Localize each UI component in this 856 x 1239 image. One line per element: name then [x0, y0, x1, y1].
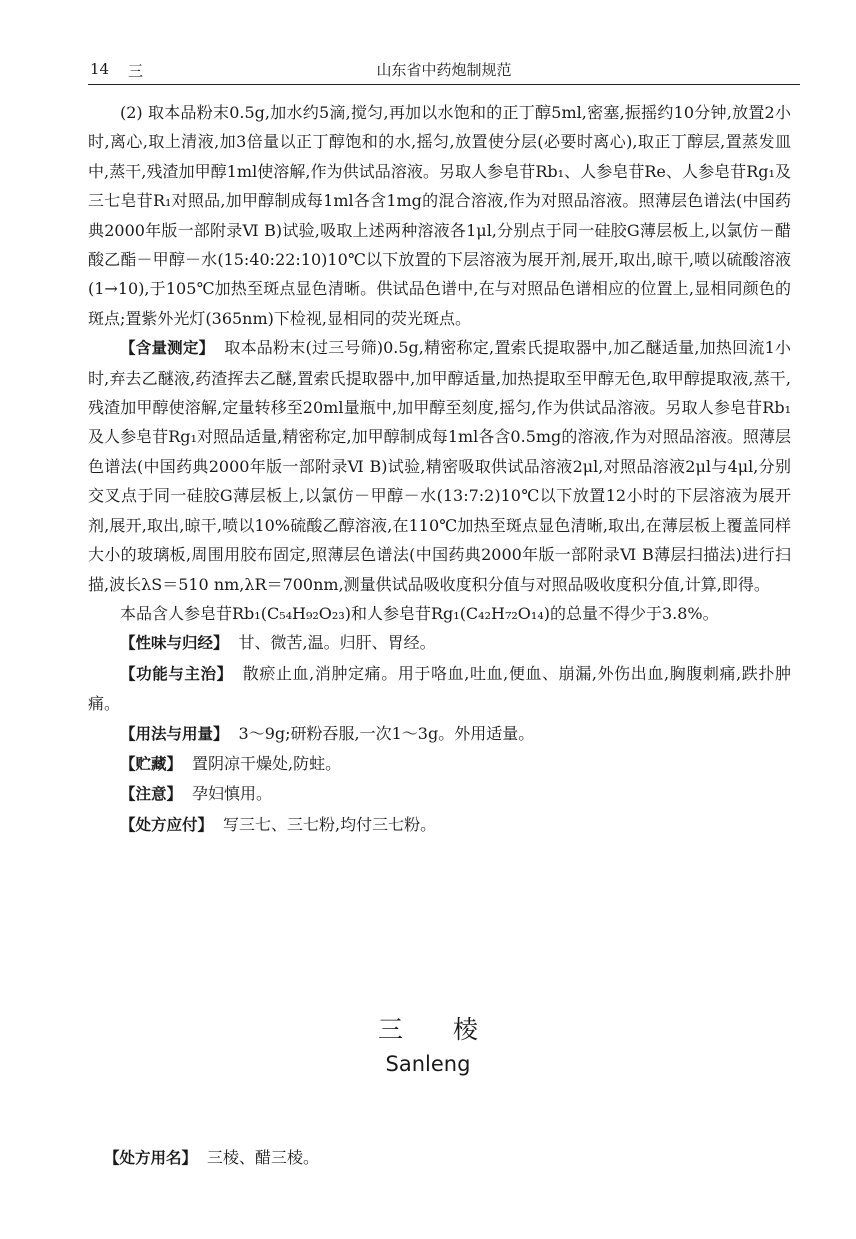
section-text: 散瘀止血,消肿定痛。用于咯血,吐血,便血、崩漏,外伤出血,胸腹刺痛,跌扑肿痛。	[88, 663, 791, 714]
section-mark: 三	[128, 62, 144, 80]
section-text: 写三七、三七粉,均付三七粉。	[223, 814, 437, 834]
book-title: 山东省中药炮制规范	[376, 61, 512, 79]
section-text: 3～9g;研粉吞服,一次1～3g。外用适量。	[238, 723, 535, 743]
page-header	[88, 56, 800, 85]
content-limit: 本品含人参皂苷Rb₁(C₅₄H₉₂O₂₃)和人参皂苷Rg₁(C₄₂H₇₂O₁₄)的总量不得少于3.8%。	[120, 603, 719, 623]
prescription-names	[104, 1145, 319, 1168]
prescription-names-text: 三棱、醋三棱。	[207, 1148, 320, 1167]
content-assay-text: 取本品粉末(过三号筛)0.5g,精密称定,置索氏提取器中,加乙醚适量,加热回流1小时,弃去乙醚液,药渣挥去乙醚,置索氏提取器中,加甲醇适量,加热提取至甲醇无色,取甲醇提取液,蒸干,残渣加甲醇使溶解,定量转移至20ml量瓶中,加甲醇至刻度,摇匀,作为供试品溶液。另取人参皂苷Rb₁及人参皂苷Rg₁对照品适量,精密称定,加甲醇制成每1ml各含0.5mg的溶液,作为对照品溶液。照薄层色谱法(中国药典2000年版一部附录Ⅵ B)试验,精密吸取供试品溶液2μl,对照品溶液2μl与4μl,分别交叉点于同一硅胶G薄层板上,以氯仿－甲醇－水(13:7:2)10℃以下放置12小时的下层溶液为展开剂,展开,取出,晾干,喷以10%硫酸乙醇溶液,在110℃加热至斑点显色清晰,取出,在薄层板上覆盖同样大小的玻璃板,周围用胶布固定,照薄层色谱法(中国药典2000年版一部附录Ⅵ B薄层扫描法)进行扫描,波长λS＝510 nm,λR＝700nm,测量供试品吸收度积分值与对照品吸收度积分值,计算,即得。	[88, 338, 791, 594]
section-function	[88, 659, 791, 719]
page-number: 14	[90, 60, 110, 78]
content-assay-paragraph	[88, 333, 791, 599]
section-storage	[88, 749, 791, 779]
section-nature	[88, 628, 791, 658]
section-usage	[88, 719, 791, 749]
section-label: 【注意】	[120, 785, 183, 804]
section-label: 【处方应付】	[120, 815, 214, 834]
section-dispensing	[88, 810, 791, 840]
section-label: 【性味与归经】	[120, 634, 229, 653]
section-label: 【用法与用量】	[120, 724, 229, 743]
section-label: 【功能与主治】	[120, 664, 233, 683]
identification-paragraph: (2) 取本品粉末0.5g,加水约5滴,搅匀,再加以水饱和的正丁醇5ml,密塞,振摇约10分钟,放置2小时,离心,取上清液,加3倍量以正丁醇饱和的水,摇匀,放置使分层(必要时离心),取正丁醇层,置蒸发皿中,蒸干,残渣加甲醇1ml使溶解,作为供试品溶液。另取人参皂苷Rb₁、人参皂苷Re、人参皂苷Rg₁及三七皂苷R₁对照品,加甲醇制成每1ml各含1mg的混合溶液,作为对照品溶液。照薄层色谱法(中国药典2000年版一部附录Ⅵ B)试验,吸取上述两种溶液各1μl,分别点于同一硅胶G薄层板上,以氯仿－醋酸乙酯－甲醇－水(15:40:22:10)10℃以下放置的下层溶液为展开剂,展开,取出,晾干,喷以硫酸溶液(1→10),于105℃加热至斑点显色清晰。供试品色谱中,在与对照品色谱相应的位置上,显相同颜色的斑点;置紫外光灯(365nm)下检视,显相同的荧光斑点。	[88, 103, 791, 328]
content-assay-label: 【含量测定】	[120, 339, 215, 358]
section-text: 甘、微苦,温。归肝、胃经。	[238, 633, 436, 653]
monograph-title: 三棱	[377, 1015, 528, 1044]
section-text: 置阴凉干燥处,防蛀。	[192, 753, 342, 773]
section-caution	[88, 779, 791, 809]
section-text: 孕妇慎用。	[192, 784, 273, 804]
section-label: 【贮藏】	[120, 754, 183, 773]
page-body	[88, 98, 791, 840]
prescription-names-label: 【处方用名】	[104, 1149, 198, 1167]
monograph-pinyin: Sanleng	[385, 1052, 471, 1076]
